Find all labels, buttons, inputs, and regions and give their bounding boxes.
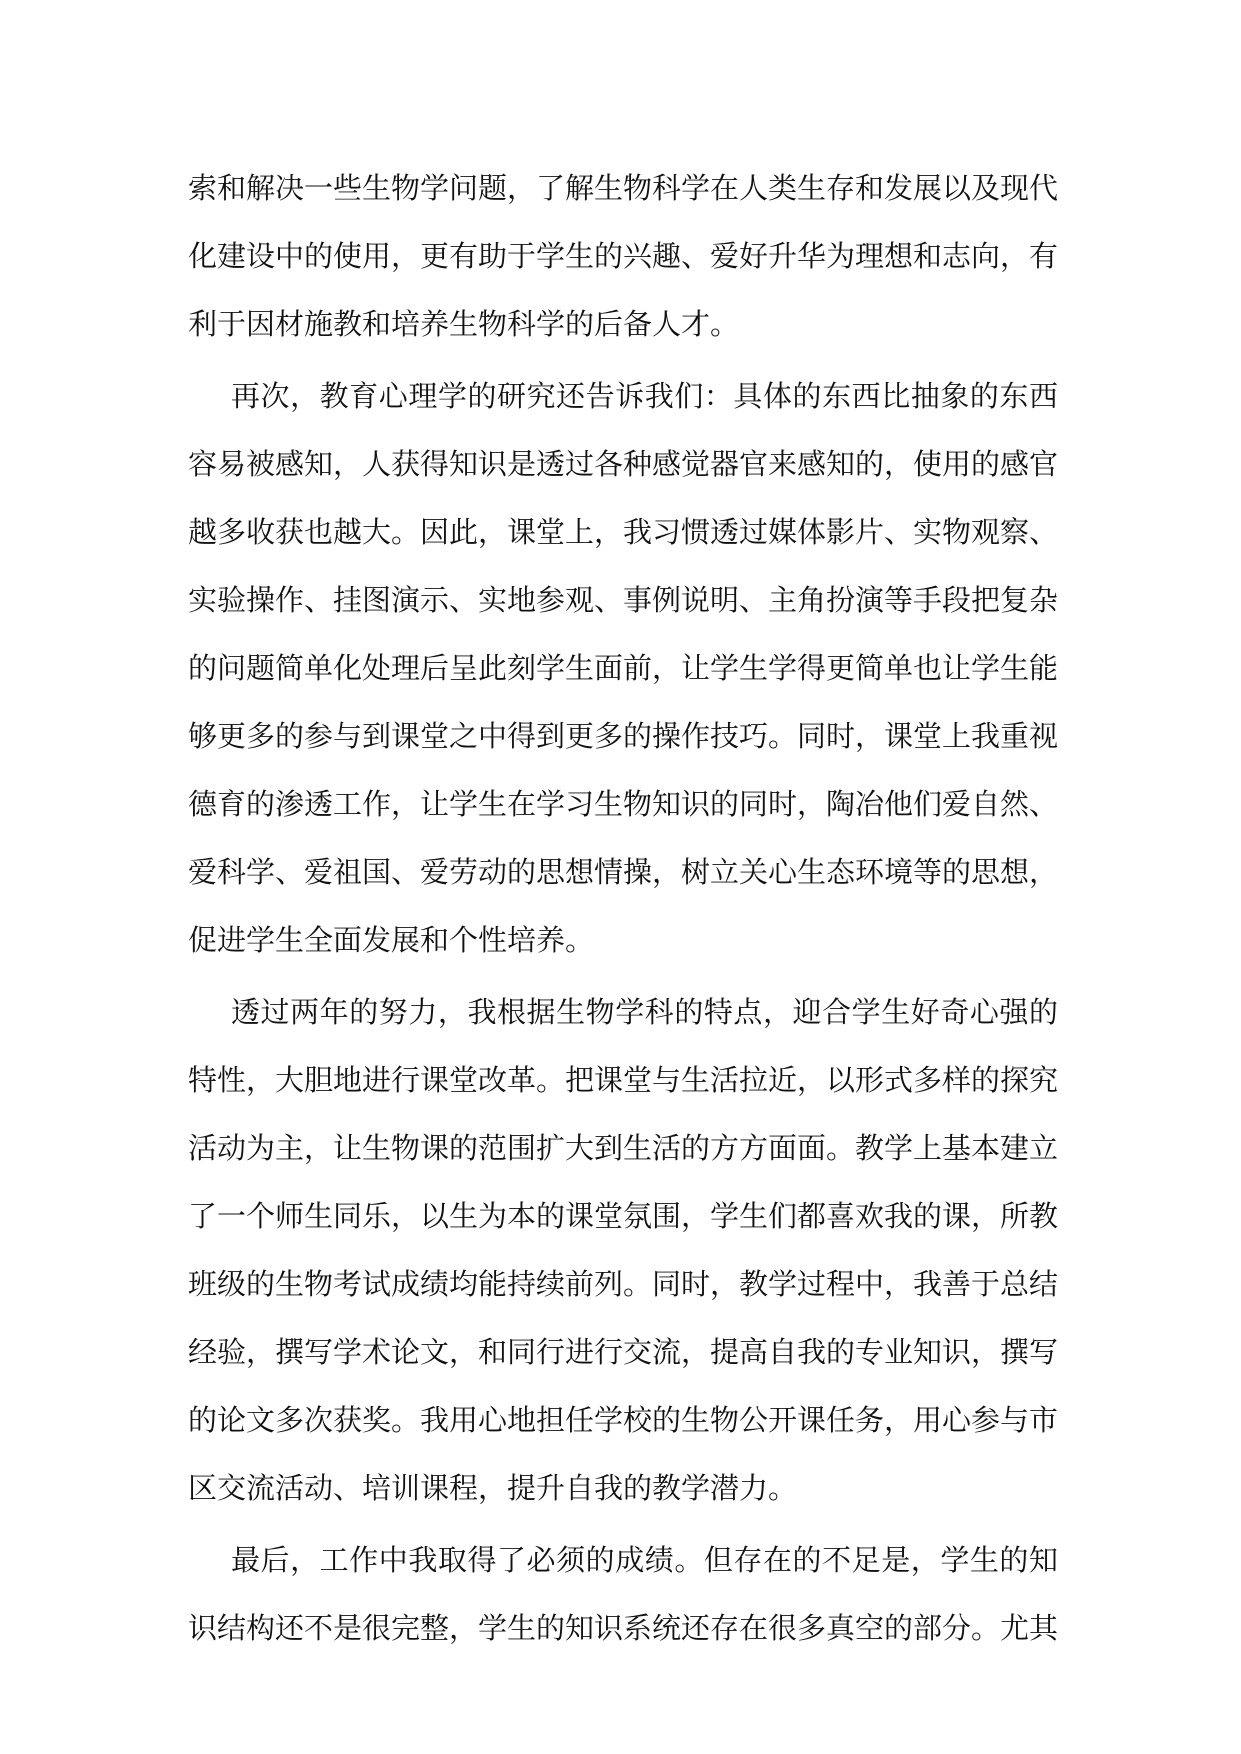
text-line: 索和解决一些生物学问题，了解生物科学在人类生存和发展以及现代 [188,171,1059,205]
text-line: 利于因材施教和培养生物科学的后备人才。 [188,307,740,341]
text-line: 活动为主，让生物课的范围扩大到生活的方方面面。教学上基本建立 [188,1131,1059,1165]
text-line: 的问题简单化处理后呈此刻学生面前，让学生学得更简单也让学生能 [188,651,1059,685]
text-line: 经验，撰写学术论文，和同行进行交流，提高自我的专业知识，撰写 [188,1335,1059,1369]
text-line: 特性，大胆地进行课堂改革。把课堂与生活拉近，以形式多样的探究 [188,1063,1059,1097]
paragraph-two-years [188,978,1058,1522]
text-line: 化建设中的使用，更有助于学生的兴趣、爱好升华为理想和志向，有 [188,239,1059,273]
document-body [188,154,1058,1662]
text-line: 越多收获也越大。因此，课堂上，我习惯透过媒体影片、实物观察、 [188,515,1059,549]
text-line: 了一个师生同乐，以生为本的课堂氛围，学生们都喜欢我的课，所教 [188,1199,1059,1233]
text-line: 透过两年的努力，我根据生物学科的特点，迎合学生好奇心强的 [231,995,1058,1029]
text-line: 促进学生全面发展和个性培养。 [188,923,595,957]
text-line: 班级的生物考试成绩均能持续前列。同时，教学过程中，我善于总结 [188,1267,1059,1301]
text-line: 识结构还不是很完整，学生的知识系统还存在很多真空的部分。尤其 [188,1611,1059,1645]
paragraph-third-point [188,362,1058,974]
text-line: 实验操作、挂图演示、实地参观、事例说明、主角扮演等手段把复杂 [188,583,1059,617]
text-line: 的论文多次获奖。我用心地担任学校的生物公开课任务，用心参与市 [188,1403,1059,1437]
text-line: 德育的渗透工作，让学生在学习生物知识的同时，陶冶他们爱自然、 [188,787,1059,821]
text-line: 容易被感知，人获得知识是透过各种感觉器官来感知的，使用的感官 [188,447,1059,481]
paragraph-finally [188,1526,1058,1662]
text-line: 够更多的参与到课堂之中得到更多的操作技巧。同时，课堂上我重视 [188,719,1059,753]
text-line: 爱科学、爱祖国、爱劳动的思想情操，树立关心生态环境等的思想， [188,855,1059,889]
text-line: 区交流活动、培训课程，提升自我的教学潜力。 [188,1471,798,1505]
text-line: 最后，工作中我取得了必须的成绩。但存在的不足是，学生的知 [231,1543,1058,1577]
text-line: 再次，教育心理学的研究还告诉我们：具体的东西比抽象的东西 [231,379,1058,413]
paragraph-continuation [188,154,1058,358]
